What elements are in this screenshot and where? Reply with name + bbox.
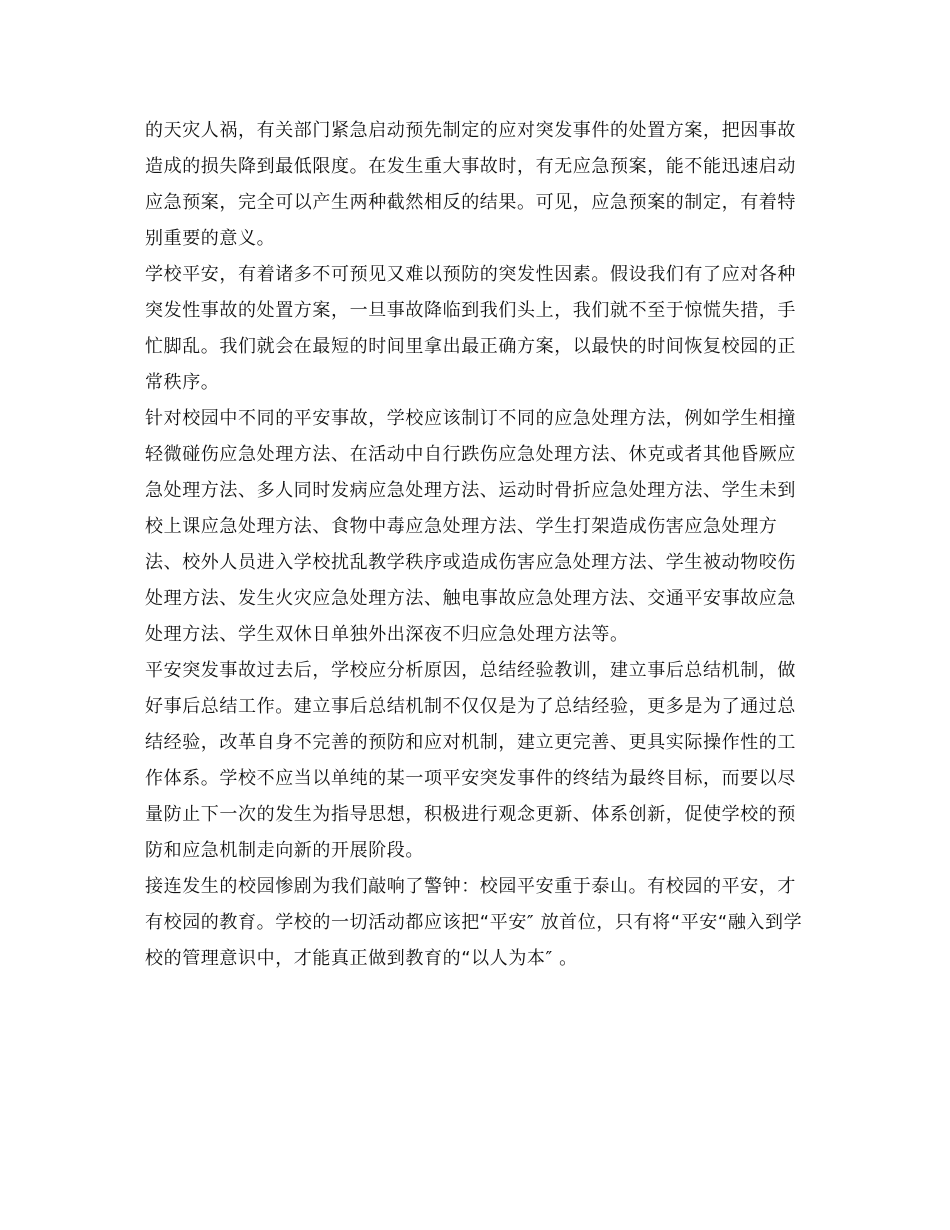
text-line: 校上课应急处理方法、食物中毒应急处理方法、学生打架造成伤害应急处理方 (145, 516, 778, 537)
text-line: 好事后总结工作。建立事后总结机制不仅仅是为了总结经验，更多是为了通过总 (145, 696, 796, 717)
text-line: 接连发生的校园惨剧为我们敲响了警钟：校园平安重于泰山。有校园的平安，才 (145, 876, 796, 897)
text-line: 量防止下一次的发生为指导思想，积极进行观念更新、体系创新，促使学校的预 (145, 804, 796, 825)
paragraph-post-incident-review (145, 653, 810, 869)
paragraph-handling-methods (145, 401, 810, 653)
text-line: 急处理方法、多人同时发病应急处理方法、运动时骨折应急处理方法、学生未到 (145, 480, 796, 501)
text-line: 处理方法、发生火灾应急处理方法、触电事故应急处理方法、交通平安事故应急 (145, 588, 796, 609)
text-line: 别重要的意义。 (145, 228, 276, 249)
text-line: 有校园的教育。学校的一切活动都应该把“平安″ 放首位，只有将“平安“融入到学 (145, 912, 803, 933)
paragraph-school-safety-factors (145, 257, 810, 401)
paragraph-emergency-plan-importance (145, 113, 810, 257)
text-line: 应急预案，完全可以产生两种截然相反的结果。可见，应急预案的制定，有着特 (145, 192, 796, 213)
text-line: 突发性事故的处置方案，一旦事故降临到我们头上，我们就不至于惊慌失措，手 (145, 300, 796, 321)
text-line: 学校平安，有着诸多不可预见又难以预防的突发性因素。假设我们有了应对各种 (145, 264, 796, 285)
text-line: 平安突发事故过去后，学校应分析原因，总结经验教训，建立事后总结机制，做 (145, 660, 796, 681)
text-line: 作体系。学校不应当以单纯的某一项平安突发事件的终结为最终目标，而要以尽 (145, 768, 796, 789)
text-line: 的天灾人祸，有关部门紧急启动预先制定的应对突发事件的处置方案，把因事故 (145, 120, 796, 141)
text-line: 造成的损失降到最低限度。在发生重大事故时，有无应急预案，能不能迅速启动 (145, 156, 796, 177)
text-line: 防和应急机制走向新的开展阶段。 (145, 840, 424, 861)
text-line: 针对校园中不同的平安事故，学校应该制订不同的应急处理方法，例如学生相撞 (145, 408, 796, 429)
text-line: 结经验，改革自身不完善的预防和应对机制，建立更完善、更具实际操作性的工 (145, 732, 796, 753)
text-line: 法、校外人员进入学校扰乱教学秩序或造成伤害应急处理方法、学生被动物咬伤 (145, 552, 796, 573)
document-body (145, 113, 810, 977)
text-line: 常秩序。 (145, 372, 220, 393)
text-line: 忙脚乱。我们就会在最短的时间里拿出最正确方案，以最快的时间恢复校园的正 (145, 336, 796, 357)
paragraph-conclusion (145, 869, 810, 977)
text-line: 校的管理意识中，才能真正做到教育的“以人为本″ 。 (145, 948, 578, 969)
text-line: 轻微碰伤应急处理方法、在活动中自行跌伤应急处理方法、休克或者其他昏厥应 (145, 444, 796, 465)
text-line: 处理方法、学生双休日单独外出深夜不归应急处理方法等。 (145, 624, 629, 645)
